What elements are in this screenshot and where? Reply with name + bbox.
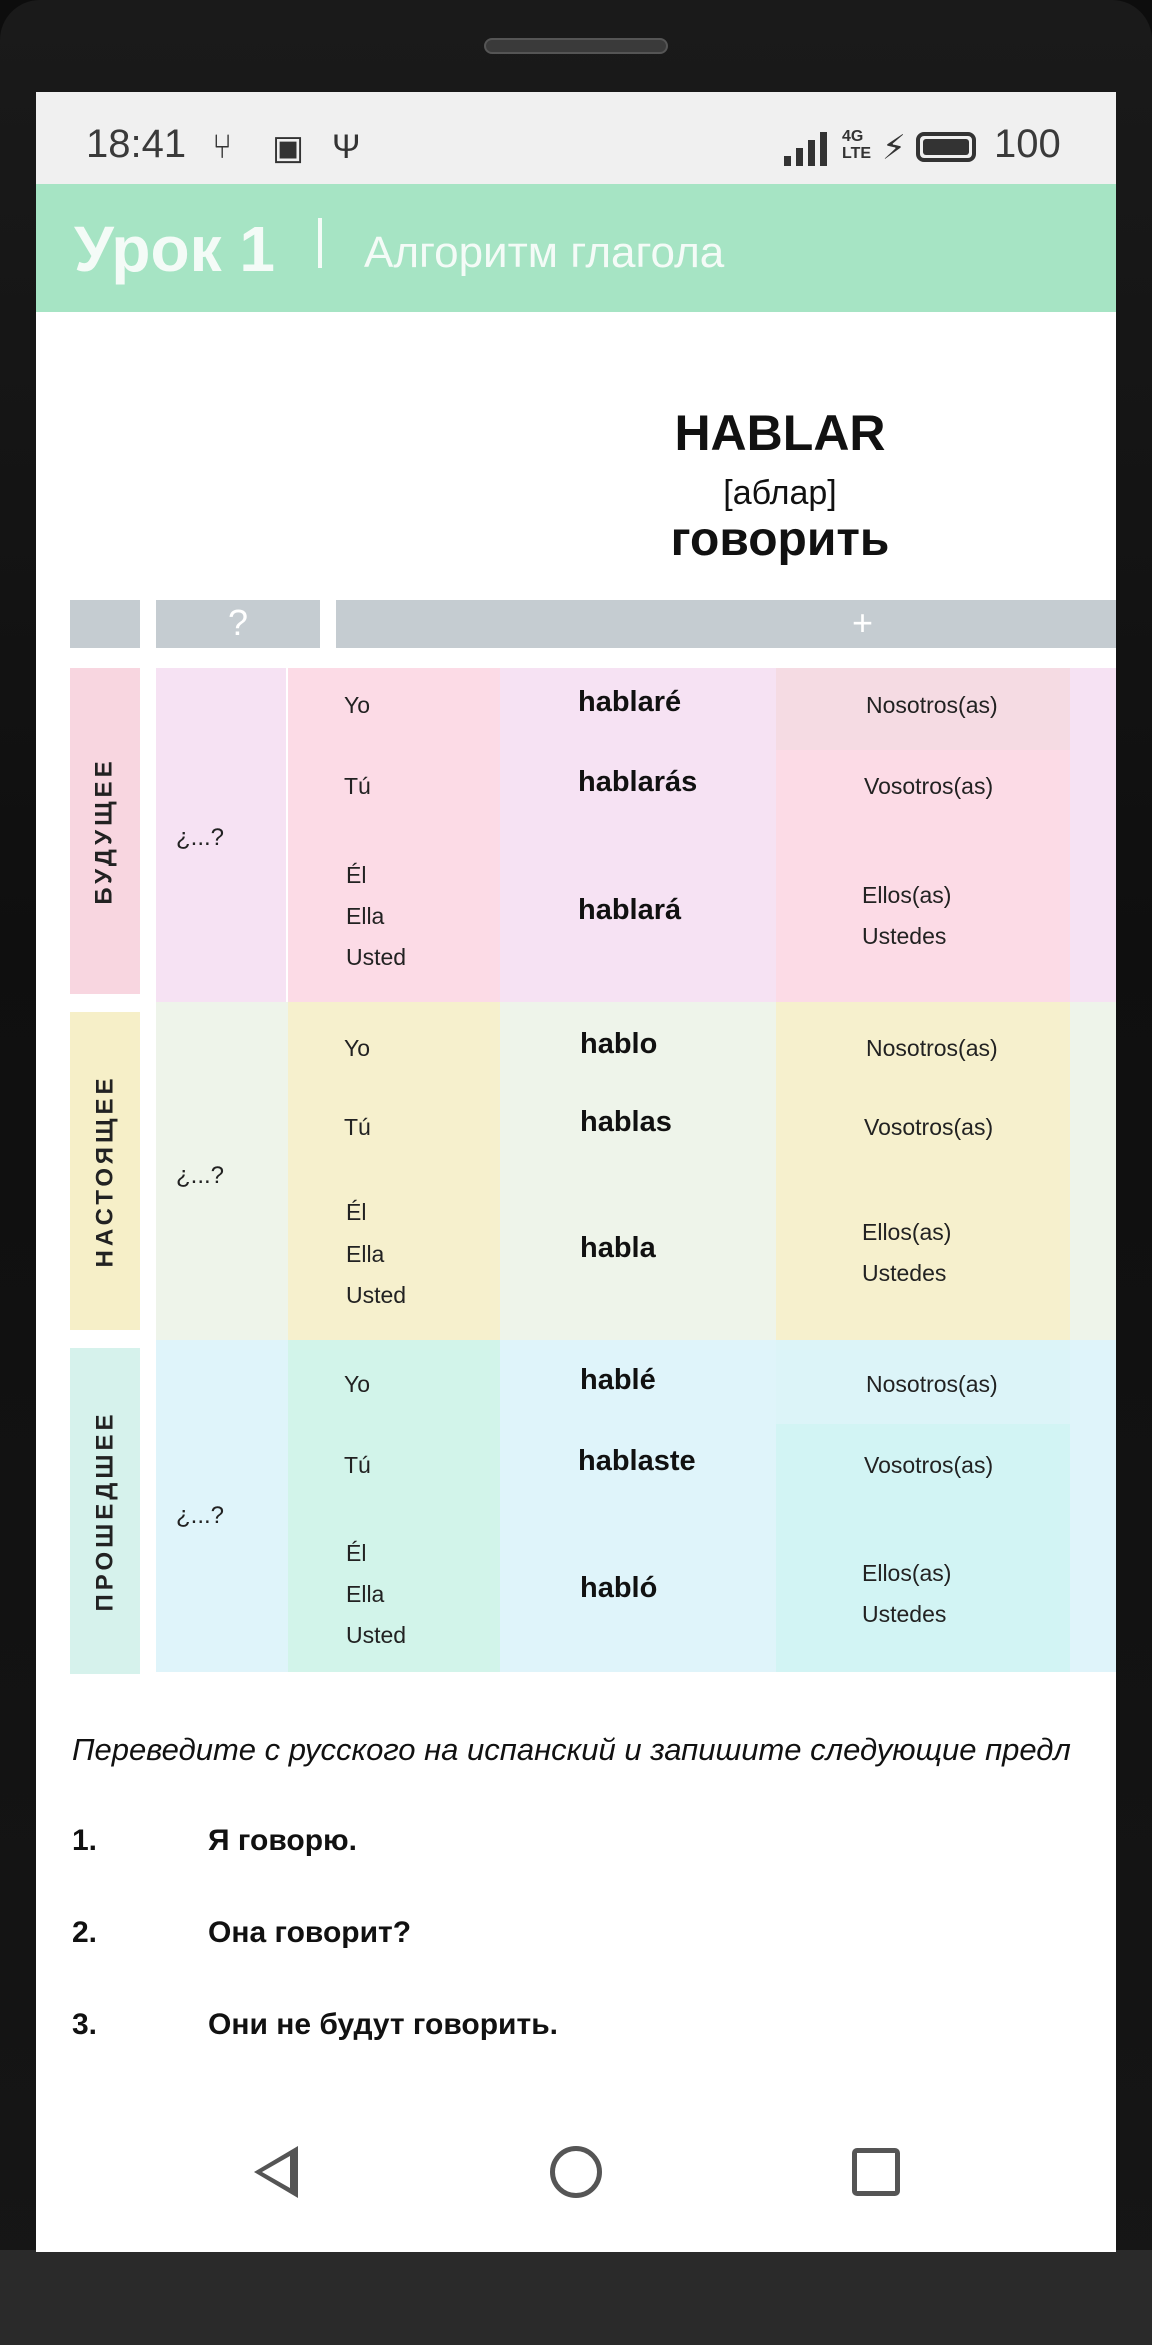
app-notification-icon: ▣ (272, 129, 305, 167)
tense-label-text: ПРОШЕДШЕЕ (91, 1410, 118, 1612)
network-type: 4G LTE (842, 128, 872, 162)
charging-icon: ⚡ (882, 129, 906, 167)
form-yo: hablo (580, 1028, 658, 1060)
future-question: ¿...? (176, 824, 225, 851)
pronoun-el: Él (346, 1199, 367, 1225)
pronoun-nosotros: Nosotros(as) (866, 1371, 998, 1397)
phone-speaker (484, 38, 668, 54)
pronoun-ustedes: Ustedes (862, 1601, 947, 1627)
pronoun-nosotros: Nosotros(as) (866, 692, 998, 718)
pronoun-el: Él (346, 862, 367, 888)
pronoun-vosotros: Vosotros(as) (864, 1114, 994, 1140)
question-header: ? (227, 602, 249, 643)
pronoun-vosotros: Vosotros(as) (864, 773, 994, 799)
present-extra-cell (1070, 1002, 1116, 1340)
lesson-subtitle: Алгоритм глагола (364, 228, 725, 277)
pronoun-usted: Usted (346, 1622, 407, 1648)
pronoun-usted: Usted (346, 1282, 407, 1308)
navigation-bar (36, 2092, 1116, 2252)
status-time: 18:41 (86, 122, 187, 166)
exercise-number: 3. (72, 2008, 98, 2041)
past-question: ¿...? (176, 1502, 225, 1529)
exercise-text: Я говорю. (208, 1824, 357, 1857)
signal-bar-icon (796, 148, 803, 166)
recent-apps-icon[interactable] (852, 2148, 900, 2196)
form-yo: hablaré (578, 686, 682, 718)
form-tu: hablas (580, 1106, 672, 1138)
phone-chin (0, 2250, 1152, 2345)
verb-russian: говорить (670, 513, 890, 566)
battery-level: 100 (994, 122, 1061, 166)
banner-separator (318, 218, 322, 268)
status-bar (36, 92, 1116, 184)
pronoun-nosotros: Nosotros(as) (866, 1035, 998, 1061)
table-head-question (156, 600, 320, 648)
tense-label-text: БУДУЩЕЕ (91, 757, 118, 905)
exercise-number: 2. (72, 1916, 98, 1949)
pronoun-yo: Yo (344, 692, 371, 718)
pronoun-ella: Ella (346, 1241, 385, 1267)
verb-pronunciation: [аблар] (723, 474, 837, 512)
back-icon[interactable] (254, 2146, 298, 2198)
screen (36, 92, 1116, 2252)
pronoun-ustedes: Ustedes (862, 1260, 947, 1286)
tense-label-past (70, 1348, 140, 1674)
exercise-number: 1. (72, 1824, 98, 1857)
pronoun-ella: Ella (346, 903, 385, 929)
share-icon: ⑂ (212, 128, 233, 166)
present-question: ¿...? (176, 1162, 225, 1189)
pronoun-vosotros: Vosotros(as) (864, 1452, 994, 1478)
signal-bar-icon (820, 132, 827, 166)
form-yo: hablé (580, 1364, 656, 1396)
positive-header: + (852, 602, 874, 643)
lesson-title: Урок 1 (74, 213, 275, 285)
pronoun-ella: Ella (346, 1581, 385, 1607)
exercise-instruction: Переведите с русского на испанский и запишите следующие предл (72, 1732, 1071, 1767)
table-head-tense (70, 600, 140, 648)
pronoun-yo: Yo (344, 1035, 371, 1061)
battery-icon (916, 132, 976, 162)
tense-label-text: НАСТОЯЩЕЕ (91, 1074, 118, 1268)
pronoun-usted: Usted (346, 944, 407, 970)
pronoun-ellos: Ellos(as) (862, 1219, 952, 1245)
form-tu: hablarás (578, 766, 698, 798)
pronoun-tu: Tú (344, 773, 371, 799)
home-icon[interactable] (550, 2146, 602, 2198)
pronoun-ellos: Ellos(as) (862, 1560, 952, 1586)
table-head-positive (336, 600, 1116, 648)
form-el: habló (580, 1572, 658, 1604)
form-tu: hablaste (578, 1445, 696, 1477)
exercise-text: Они не будут говорить. (208, 2008, 558, 2041)
form-el: habla (580, 1232, 656, 1264)
pronoun-ustedes: Ustedes (862, 923, 947, 949)
exercise-text: Она говорит? (208, 1916, 412, 1949)
signal-bar-icon (784, 156, 791, 166)
pronoun-ellos: Ellos(as) (862, 882, 952, 908)
lesson-banner (36, 184, 1116, 312)
tense-label-future (70, 668, 140, 994)
pronoun-yo: Yo (344, 1371, 371, 1397)
pronoun-tu: Tú (344, 1452, 371, 1478)
usb-icon: Ψ (332, 128, 361, 166)
tense-label-present (70, 1012, 140, 1330)
future-extra-cell (1070, 668, 1116, 1002)
verb-spanish: HABLAR (674, 405, 886, 461)
pronoun-el: Él (346, 1540, 367, 1566)
past-extra-cell (1070, 1340, 1116, 1672)
pronoun-tu: Tú (344, 1114, 371, 1140)
signal-bar-icon (808, 140, 815, 166)
form-el: hablará (578, 894, 682, 926)
